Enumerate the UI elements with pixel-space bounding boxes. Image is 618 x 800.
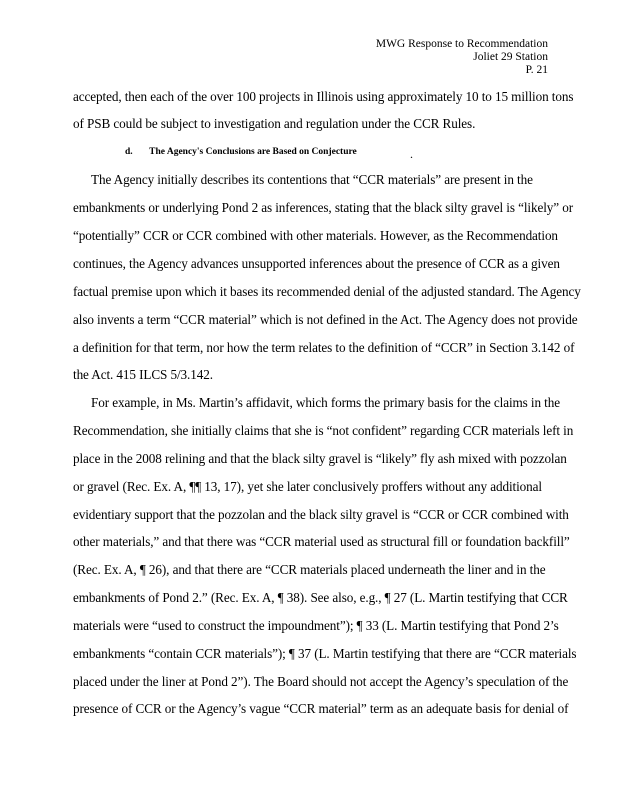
- body-line: “potentially” CCR or CCR combined with other materials. However, as the Recommendation: [73, 228, 558, 243]
- body-line: evidentiary support that the pozzolan and the black silty gravel is “CCR or CCR combined with: [73, 507, 569, 522]
- body-line: materials were “used to construct the impoundment”); ¶ 33 (L. Martin testifying that Pond 2’s: [73, 618, 559, 633]
- body-line: a definition for that term, nor how the term relates to the definition of “CCR” in Section 3.142 of: [73, 340, 575, 355]
- body-line: embankments “contain CCR materials”); ¶ 37 (L. Martin testifying that there are “CCR materials: [73, 646, 577, 661]
- body-line: place in the 2008 relining and that the black silty gravel is “likely” fly ash mixed with pozzolan: [73, 451, 567, 466]
- body-line: continues, the Agency advances unsupported inferences about the presence of CCR as a given: [73, 256, 560, 271]
- section-heading: [125, 147, 357, 157]
- body-line: the Act. 415 ILCS 5/3.142.: [73, 367, 213, 382]
- body-line: also invents a term “CCR material” which is not defined in the Act. The Agency does not provide: [73, 312, 578, 327]
- page-header: [376, 38, 548, 77]
- header-page-number: P. 21: [525, 64, 548, 76]
- header-station: Joliet 29 Station: [473, 51, 548, 63]
- body-line: (Rec. Ex. A, ¶ 26), and that there are “CCR materials placed underneath the liner and in the: [73, 562, 546, 577]
- body-line: placed under the liner at Pond 2”). The Board should not accept the Agency’s speculation of the: [73, 674, 569, 689]
- body-line: The Agency initially describes its contentions that “CCR materials” are present in the: [91, 172, 533, 187]
- body-line: For example, in Ms. Martin’s affidavit, which forms the primary basis for the claims in the: [91, 395, 560, 410]
- section-heading-label: d.: [125, 147, 133, 157]
- body-line: embankments or underlying Pond 2 as inferences, stating that the black silty gravel is “likely” or: [73, 200, 573, 215]
- body-line: other materials,” and that there was “CCR material used as structural fill or foundation backfill”: [73, 534, 570, 549]
- body-line: factual premise upon which it bases its recommended denial of the adjusted standard. The Agency: [73, 284, 581, 299]
- body-line: presence of CCR or the Agency’s vague “CCR material” term as an adequate basis for denial of: [73, 701, 569, 716]
- body-line: embankments of Pond 2.” (Rec. Ex. A, ¶ 38). See also, e.g., ¶ 27 (L. Martin testifying that CCR: [73, 590, 568, 605]
- body-line: of PSB could be subject to investigation and regulation under the CCR Rules.: [73, 116, 476, 131]
- section-heading-title: The Agency's Conclusions are Based on Conjecture: [149, 147, 357, 157]
- header-title: MWG Response to Recommendation: [375, 38, 548, 50]
- body-line: accepted, then each of the over 100 projects in Illinois using approximately 10 to 15 million tons: [73, 89, 574, 104]
- section-heading-dot: .: [410, 147, 413, 161]
- body-line: or gravel (Rec. Ex. A, ¶¶ 13, 17), yet she later conclusively proffers without any additional: [73, 479, 542, 494]
- body-line: Recommendation, she initially claims that she is “not confident” regarding CCR materials left in: [73, 423, 574, 438]
